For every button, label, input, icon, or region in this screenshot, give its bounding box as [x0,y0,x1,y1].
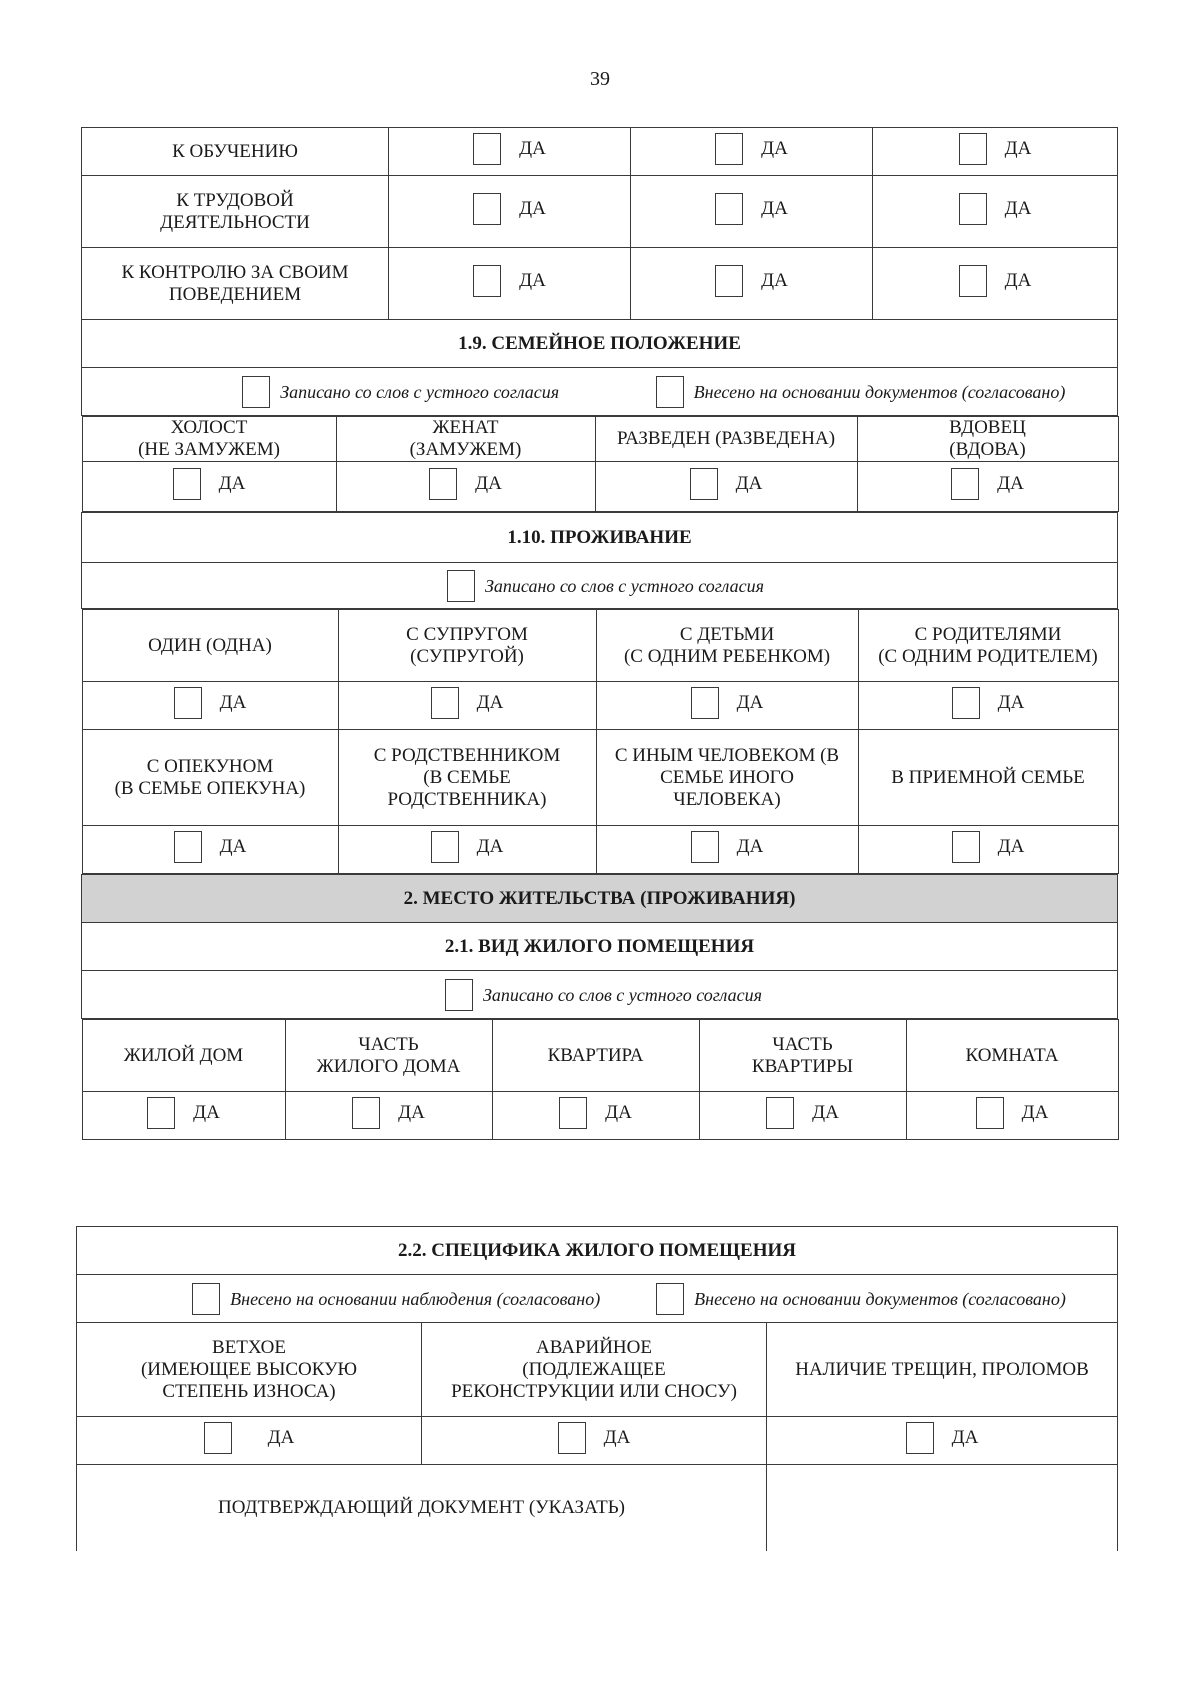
checkbox[interactable] [951,468,979,500]
checkbox[interactable] [147,1097,175,1129]
yes-label: ДА [997,472,1024,494]
living-option-children: С ДЕТЬМИ (С ОДНИМ РЕБЕНКОМ) [596,610,858,682]
capacity-label-work: К ТРУДОВОЙ ДЕЯТЕЛЬНОСТИ [82,176,389,248]
checkbox[interactable] [715,265,743,297]
section-title-housing-type: 2.1. ВИД ЖИЛОГО ПОМЕЩЕНИЯ [82,923,1118,971]
checkbox[interactable] [656,1283,684,1315]
living-option-parents: С РОДИТЕЛЯМИ (С ОДНИМ РОДИТЕЛЕМ) [858,610,1118,682]
yes-label: ДА [761,197,788,219]
housing-specifics-table [76,1226,1118,1551]
checkbox[interactable] [690,468,718,500]
family-yes-cell-2 [336,462,595,512]
yes-label: ДА [736,691,764,713]
checkbox[interactable] [473,193,501,225]
living-b-yes-cell-4 [858,826,1118,874]
checkbox[interactable] [976,1097,1004,1129]
yes-label: ДА [1021,1101,1049,1123]
capacity-row-study [82,128,1118,176]
checkbox[interactable] [174,687,202,719]
checkbox[interactable] [352,1097,380,1129]
checkbox[interactable] [173,468,201,500]
housing-type-options-container [82,1019,1118,1141]
checkbox[interactable] [429,468,457,500]
section-title-housing-specifics: 2.2. СПЕЦИФИКА ЖИЛОГО ПОМЕЩЕНИЯ [77,1227,1118,1275]
living-b-yes-cell-3 [596,826,858,874]
specifics-note-docs: Внесено на основании документов (согласовано) [656,1283,1066,1315]
housing-yes-cell-5 [906,1092,1118,1140]
checkbox[interactable] [691,687,719,719]
living-b-yes-cell-1 [82,826,338,874]
housing-yes-cell-4 [699,1092,906,1140]
family-yes-cell-4 [857,462,1118,512]
specifics-option-dilapidated: ВЕТХОЕ (ИМЕЮЩЕЕ ВЫСОКУЮ СТЕПЕНЬ ИЗНОСА) [77,1323,422,1417]
capacity-work-cell-2 [631,176,873,248]
capacity-label-study: К ОБУЧЕНИЮ [82,128,389,176]
yes-label: ДА [997,691,1025,713]
yes-label: ДА [997,835,1025,857]
housing-yes-cell-2 [285,1092,492,1140]
housing-yes-cell-1 [82,1092,285,1140]
main-form-table [81,127,1118,1140]
housing-option-house-part: ЧАСТЬ ЖИЛОГО ДОМА [285,1020,492,1092]
housing-option-apartment-part: ЧАСТЬ КВАРТИРЫ [699,1020,906,1092]
yes-label: ДА [1004,137,1032,159]
checkbox[interactable] [952,831,980,863]
specifics-option-cracks: НАЛИЧИЕ ТРЕЩИН, ПРОЛОМОВ [767,1323,1118,1417]
living-a-yes-cell-3 [596,682,858,730]
checkbox[interactable] [558,1422,586,1454]
supporting-document-label: ПОДТВЕРЖДАЮЩИЙ ДОКУМЕНТ (УКАЗАТЬ) [77,1465,767,1551]
specifics-yes-cell-2 [422,1417,767,1465]
yes-label: ДА [476,835,504,857]
capacity-work-cell-3 [873,176,1118,248]
checkbox[interactable] [906,1422,934,1454]
capacity-label-behavior: К КОНТРОЛЮ ЗА СВОИМ ПОВЕДЕНИЕМ [82,248,389,320]
family-yes-cell-3 [595,462,857,512]
capacity-study-cell-2 [631,128,873,176]
checkbox[interactable] [656,376,684,408]
yes-label: ДА [951,1426,979,1448]
capacity-work-cell-1 [389,176,631,248]
yes-label: ДА [476,691,504,713]
housing-option-house: ЖИЛОЙ ДОМ [82,1020,285,1092]
living-option-other-person: С ИНЫМ ЧЕЛОВЕКОМ (В СЕМЬЕ ИНОГО ЧЕЛОВЕКА) [596,730,858,826]
family-option-married: ЖЕНАТ (ЗАМУЖЕМ) [336,417,595,462]
section-title-living: 1.10. ПРОЖИВАНИЕ [82,513,1118,563]
checkbox[interactable] [473,265,501,297]
living-option-guardian: С ОПЕКУНОМ (В СЕМЬЕ ОПЕКУНА) [82,730,338,826]
yes-label: ДА [735,472,763,494]
family-options-container [82,416,1118,513]
specifics-option-emergency: АВАРИЙНОЕ (ПОДЛЕЖАЩЕЕ РЕКОНСТРУКЦИИ ИЛИ СНОСУ) [422,1323,767,1417]
capacity-study-cell-3 [873,128,1118,176]
checkbox[interactable] [959,265,987,297]
housing-type-note-oral: Записано со слов с устного согласия [437,979,762,1011]
living-option-spouse: С СУПРУГОМ (СУПРУГОЙ) [338,610,596,682]
checkbox[interactable] [445,979,473,1011]
checkbox[interactable] [447,570,475,602]
family-status-block [82,320,1118,513]
checkbox[interactable] [959,133,987,165]
page-number: 39 [590,68,610,90]
living-source-notes [82,563,1118,609]
yes-label: ДА [603,1426,631,1448]
capacity-behavior-cell-3 [873,248,1118,320]
living-option-relative: С РОДСТВЕННИКОМ (В СЕМЬЕ РОДСТВЕННИКА) [338,730,596,826]
yes-label: ДА [219,835,247,857]
checkbox[interactable] [959,193,987,225]
family-yes-cell-1 [82,462,336,512]
capacity-behavior-cell-1 [389,248,631,320]
living-block [82,513,1118,875]
checkbox[interactable] [691,831,719,863]
yes-label: ДА [219,691,247,713]
yes-label: ДА [519,137,546,159]
section-title-family: 1.9. СЕМЕЙНОЕ ПОЛОЖЕНИЕ [82,320,1118,368]
family-note-oral: Записано со слов с устного согласия [134,376,656,408]
checkbox[interactable] [242,376,270,408]
specifics-yes-cell-3 [767,1417,1118,1465]
specifics-note-observation: Внесено на основании наблюдения (согласовано) [128,1283,656,1315]
checkbox[interactable] [204,1422,232,1454]
checkbox[interactable] [473,133,501,165]
housing-type-options-table [82,1019,1119,1140]
yes-label: ДА [475,472,502,494]
yes-label: ДА [519,269,546,291]
checkbox[interactable] [174,831,202,863]
living-b-yes-cell-2 [338,826,596,874]
checkbox[interactable] [715,193,743,225]
supporting-document-field[interactable] [767,1465,1118,1551]
family-options-table [82,416,1119,512]
capacity-block [82,128,1118,320]
housing-option-room: КОМНАТА [906,1020,1118,1092]
section-title-residence: 2. МЕСТО ЖИТЕЛЬСТВА (ПРОЖИВАНИЯ) [82,875,1118,923]
yes-label: ДА [519,197,546,219]
yes-label: ДА [398,1101,425,1123]
housing-yes-cell-3 [492,1092,699,1140]
capacity-behavior-cell-2 [631,248,873,320]
family-option-single: ХОЛОСТ (НЕ ЗАМУЖЕМ) [82,417,336,462]
living-options-container [82,609,1118,875]
capacity-row-behavior [82,248,1118,320]
housing-specifics-source-notes [77,1275,1118,1323]
capacity-row-work [82,176,1118,248]
family-option-divorced: РАЗВЕДЕН (РАЗВЕДЕНА) [595,417,857,462]
checkbox[interactable] [431,687,459,719]
yes-label: ДА [1004,197,1032,219]
checkbox[interactable] [715,133,743,165]
yes-label: ДА [1004,269,1032,291]
yes-label: ДА [761,269,788,291]
capacity-study-cell-1 [389,128,631,176]
living-a-yes-cell-1 [82,682,338,730]
living-a-yes-cell-2 [338,682,596,730]
checkbox[interactable] [952,687,980,719]
family-option-widowed: ВДОВЕЦ (ВДОВА) [857,417,1118,462]
checkbox[interactable] [192,1283,220,1315]
residence-block [82,875,1118,1141]
living-note-oral: Записано со слов с устного согласия [435,570,764,602]
living-options-table [82,609,1119,874]
family-note-docs: Внесено на основании документов (согласовано) [656,376,1066,408]
checkbox[interactable] [766,1097,794,1129]
yes-label: ДА [267,1426,295,1448]
yes-label: ДА [605,1101,632,1123]
housing-option-apartment: КВАРТИРА [492,1020,699,1092]
living-option-alone: ОДИН (ОДНА) [82,610,338,682]
housing-type-source-notes [82,971,1118,1019]
yes-label: ДА [761,137,788,159]
yes-label: ДА [218,472,246,494]
living-option-foster-family: В ПРИЕМНОЙ СЕМЬЕ [858,730,1118,826]
yes-label: ДА [193,1101,220,1123]
yes-label: ДА [812,1101,839,1123]
checkbox[interactable] [431,831,459,863]
living-a-yes-cell-4 [858,682,1118,730]
checkbox[interactable] [559,1097,587,1129]
family-source-notes [82,368,1118,416]
specifics-yes-cell-1 [77,1417,422,1465]
yes-label: ДА [736,835,764,857]
